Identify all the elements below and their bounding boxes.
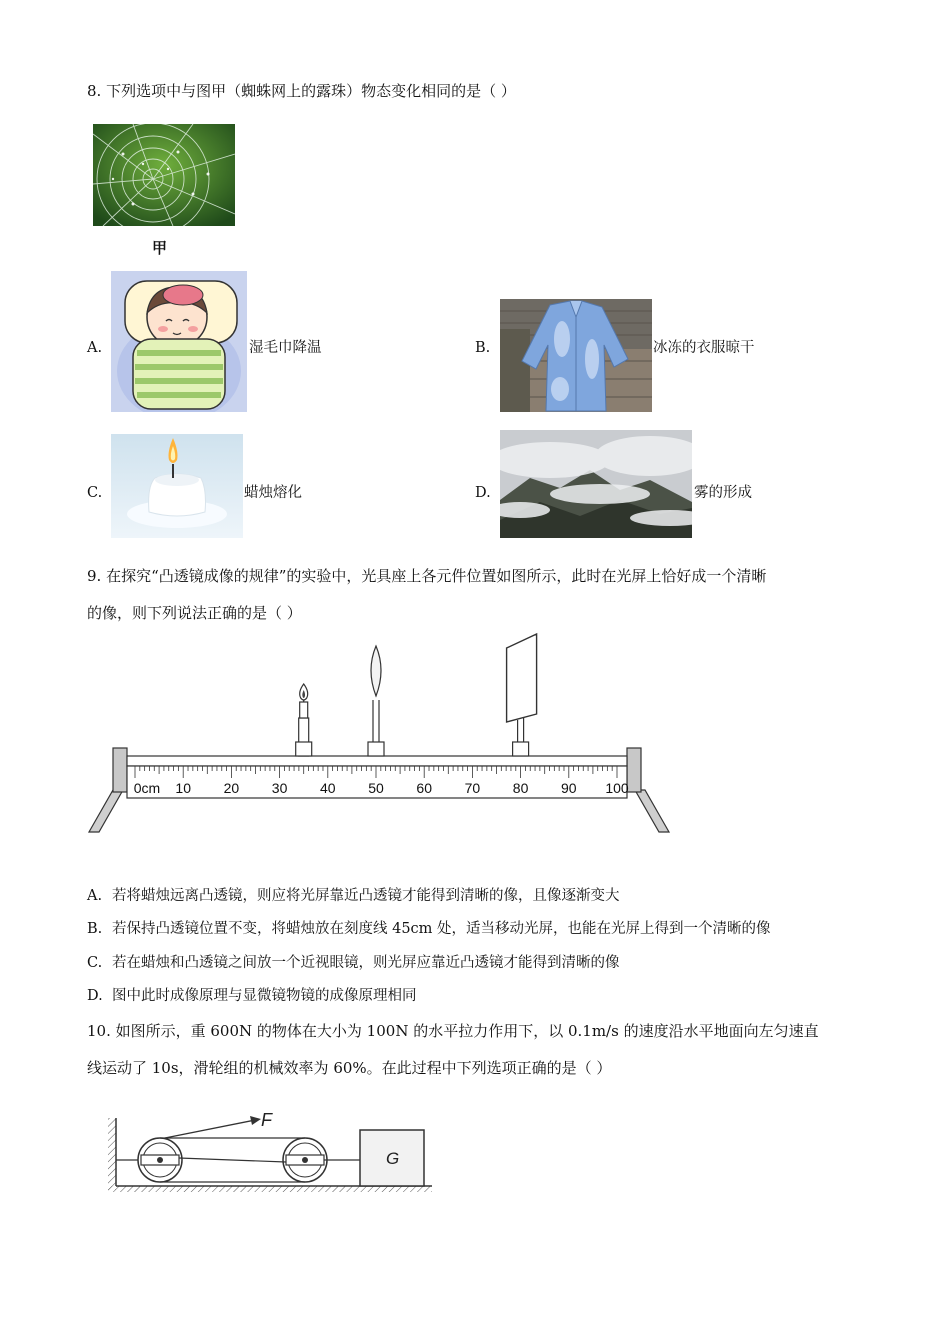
fog-mountains-image — [500, 430, 692, 538]
q8-option-d-caption: 雾的形成 — [694, 485, 752, 501]
q9-option-b-text: 若保持凸透镜位置不变，将蜡烛放在刻度线 45cm 处，适当移动光屏，也能在光屏上得到一个清晰的像 — [112, 921, 771, 937]
bench-tick-label: 10 — [175, 780, 191, 796]
bench-tick-label: 80 — [512, 780, 529, 796]
bench-tick-label: 20 — [223, 780, 240, 796]
convex-lens-holder — [368, 646, 384, 756]
q8-option-a-caption: 湿毛巾降温 — [249, 340, 322, 356]
q10-stem-line2: 线运动了 10s，滑轮组的机械效率为 60%。在此过程中下列选项正确的是（ ） — [87, 1059, 612, 1077]
q9-stem-line1: 9. 在探究“凸透镜成像的规律”的实验中，光具座上各元件位置如图所示，此时在光屏上恰好成一个清晰 — [87, 567, 767, 585]
light-screen-holder — [507, 634, 537, 756]
pulley-system-figure — [105, 1108, 435, 1198]
q10-stem-line1: 10. 如图所示，重 600N 的物体在大小为 100N 的水平拉力作用下，以 0.1m/s 的速度沿水平地面向左匀速直 — [87, 1022, 819, 1040]
candle-holder — [296, 684, 312, 756]
q9-option-d-letter[interactable]: D. — [87, 988, 103, 1004]
melting-candle-image — [111, 434, 243, 538]
bench-tick-label: 40 — [320, 780, 336, 796]
bench-tick-label: 60 — [416, 780, 432, 796]
sick-child-towel-image — [111, 271, 247, 412]
bench-tick-label: 30 — [271, 780, 288, 796]
q9-option-a-letter[interactable]: A. — [87, 888, 103, 904]
q9-option-a-text: 若将蜡烛远离凸透镜，则应将光屏靠近凸透镜才能得到清晰的像，且像逐渐变大 — [112, 888, 620, 904]
bench-tick-label: 70 — [464, 780, 481, 796]
optical-bench-svg — [85, 630, 675, 840]
q9-stem-line2: 的像，则下列说法正确的是（ ） — [87, 604, 302, 622]
q8-option-c-caption: 蜡烛熔化 — [244, 485, 302, 501]
optical-bench-figure — [85, 630, 675, 840]
bench-tick-label: 0cm — [133, 780, 161, 796]
spider-web-dew-image — [93, 124, 235, 226]
bench-tick-label: 90 — [561, 780, 577, 796]
q9-option-c-letter[interactable]: C. — [87, 955, 103, 971]
q8-option-c-letter[interactable]: C. — [87, 485, 103, 501]
q9-option-b-letter[interactable]: B. — [87, 921, 103, 937]
bench-tick-label: 50 — [368, 780, 384, 796]
q8-option-b-letter[interactable]: B. — [475, 340, 491, 356]
block-g-label: G — [386, 1149, 400, 1168]
q9-option-c-text: 若在蜡烛和凸透镜之间放一个近视眼镜，则光屏应靠近凸透镜才能得到清晰的像 — [112, 955, 620, 971]
force-f-label: F — [261, 1110, 272, 1130]
bench-tick-label: 100 — [605, 780, 629, 796]
figure-jia-label: 甲 — [152, 239, 168, 257]
q8-stem: 8. 下列选项中与图甲（蜘蛛网上的露珠）物态变化相同的是（ ） — [87, 82, 516, 100]
q8-option-d-letter[interactable]: D. — [475, 485, 491, 501]
q8-option-b-caption: 冰冻的衣服晾干 — [653, 340, 755, 356]
frozen-shirt-image — [500, 299, 652, 412]
q8-option-a-letter[interactable]: A. — [87, 340, 103, 356]
q9-option-d-text: 图中此时成像原理与显微镜物镜的成像原理相同 — [112, 988, 417, 1004]
